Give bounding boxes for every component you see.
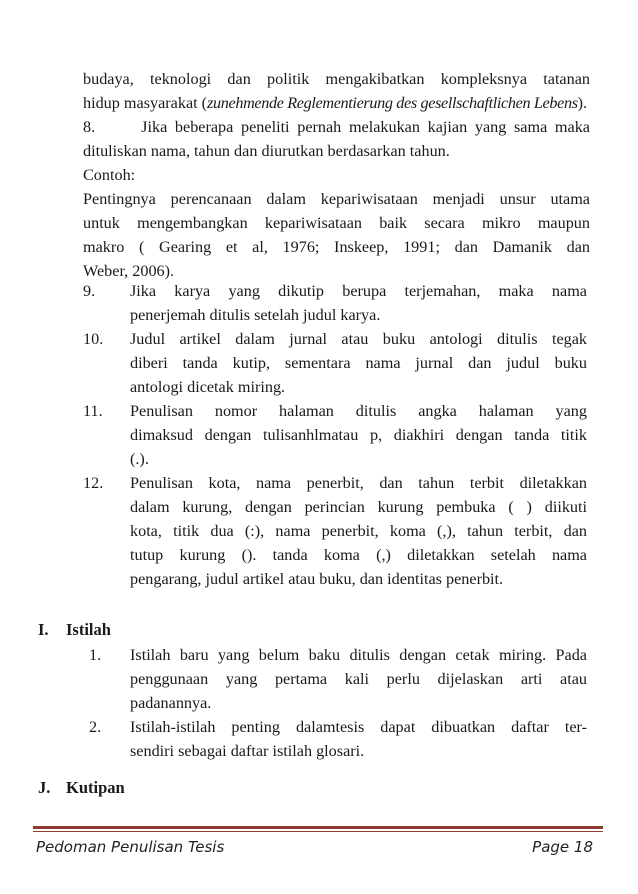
item-number: 12.	[83, 474, 104, 492]
italic-term: zunehmende Reglementierung des gesellschaftlichen Lebens	[207, 94, 578, 112]
item-number: 1.	[89, 646, 102, 664]
text-line: antologi dicetak miring.	[130, 378, 286, 396]
footer-title: Pedoman Penulisan Tesis	[36, 838, 225, 856]
text-line: budaya, teknologi dan politik mengakibatkan kompleksnya tatanan	[83, 70, 590, 88]
text-line: Pentingnya perencanaan dalam kepariwisataan menjadi unsur utama	[83, 190, 590, 208]
section-letter: I.	[38, 620, 49, 639]
section-title: Kutipan	[66, 778, 125, 797]
text-line: makro ( Gearing et al, 1976; Inskeep, 1991; dan Damanik dan	[83, 238, 590, 256]
text-line: sendiri sebagai daftar istilah glosari.	[130, 742, 365, 760]
item-number: 9.	[83, 282, 96, 300]
text-span: ).	[577, 94, 588, 112]
section-letter: J.	[38, 778, 51, 797]
text-line: Penulisan kota, nama penerbit, dan tahun terbit diletakkan	[130, 474, 587, 492]
section-title: Istilah	[66, 620, 111, 639]
footer-rule	[33, 826, 603, 829]
text-span: hidup masyarakat (	[83, 94, 208, 112]
text-line: diberi tanda kutip, sementara nama jurnal dan judul buku	[130, 354, 587, 372]
text-line: Jika karya yang dikutip berupa terjemahan, maka nama	[130, 282, 587, 300]
text-line: Judul artikel dalam jurnal atau buku antologi ditulis tegak	[130, 330, 587, 348]
item-number: 11.	[83, 402, 103, 420]
text-line: Istilah baru yang belum baku ditulis dengan cetak miring. Pada	[130, 646, 587, 664]
text-line: kota, titik dua (:), nama penerbit, koma (,), tahun terbit, dan	[130, 522, 587, 540]
text-line: pengarang, judul artikel atau buku, dan identitas penerbit.	[130, 570, 504, 588]
item-text	[130, 471, 587, 591]
text-line: 8. Jika beberapa peneliti pernah melakukan kajian yang sama maka	[83, 118, 590, 136]
section-heading-kutipan	[38, 778, 125, 798]
item-text	[130, 327, 587, 399]
text-line	[83, 91, 590, 115]
page-number: Page 18	[532, 838, 593, 856]
paragraph-continuation	[83, 67, 590, 283]
text-line: penerjemah ditulis setelah judul karya.	[130, 306, 381, 324]
text-line: padanannya.	[130, 694, 212, 712]
section-heading-istilah	[38, 620, 111, 640]
text-line: untuk mengembangkan kepariwisataan baik secara mikro maupun	[83, 214, 590, 232]
item-number: 10.	[83, 330, 104, 348]
text-line: Penulisan nomor halaman ditulis angka halaman yang	[130, 402, 587, 420]
footer-rule-thin	[33, 831, 603, 832]
text-line: Istilah-istilah penting dalamtesis dapat dibuatkan daftar ter-	[130, 718, 587, 736]
text-line: (.).	[130, 450, 149, 468]
text-line: Weber, 2006).	[83, 262, 175, 280]
example-label: Contoh:	[83, 166, 136, 184]
item-text	[130, 643, 587, 715]
item-text	[130, 399, 587, 471]
item-text	[130, 279, 587, 327]
item-number: 2.	[89, 718, 102, 736]
text-line: dituliskan nama, tahun dan diurutkan berdasarkan tahun.	[83, 142, 450, 160]
text-line: dalam kurung, dengan perincian kurung pembuka ( ) diikuti	[130, 498, 587, 516]
item-text	[130, 715, 587, 763]
text-line: penggunaan yang pertama kali perlu dijelaskan arti atau	[130, 670, 587, 688]
text-line: tutup kurung (). tanda koma (,) diletakkan setelah nama	[130, 546, 587, 564]
text-line: dimaksud dengan tulisanhlmatau p, diakhiri dengan tanda titik	[130, 426, 587, 444]
